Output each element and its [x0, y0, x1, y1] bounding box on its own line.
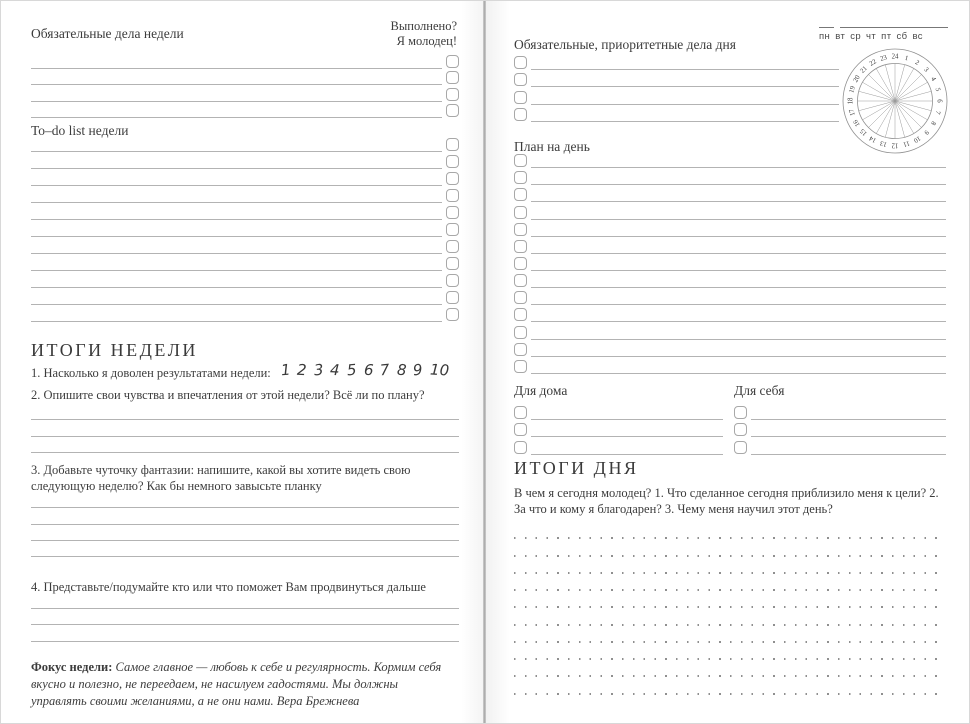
- svg-text:3: 3: [922, 66, 930, 74]
- writing-line[interactable]: [531, 339, 946, 340]
- checkbox[interactable]: [514, 326, 527, 339]
- rating-number[interactable]: 1: [279, 360, 292, 380]
- checkbox[interactable]: [514, 108, 527, 121]
- line-row: [31, 154, 459, 171]
- line-row: [31, 137, 459, 154]
- spine-shadow-left: [461, 1, 483, 723]
- checkbox[interactable]: [446, 71, 459, 84]
- writing-line[interactable]: [531, 436, 723, 437]
- weekday-label[interactable]: сб: [896, 31, 908, 42]
- svg-text:7: 7: [933, 109, 942, 115]
- svg-text:17: 17: [848, 108, 857, 117]
- line-row: [31, 543, 459, 559]
- svg-text:11: 11: [902, 139, 911, 148]
- line-row: [514, 187, 946, 204]
- svg-text:10: 10: [912, 134, 922, 144]
- checkbox[interactable]: [446, 223, 459, 236]
- writing-line[interactable]: [31, 168, 442, 169]
- writing-line[interactable]: [31, 507, 459, 508]
- svg-text:14: 14: [868, 134, 878, 144]
- checkbox[interactable]: [514, 274, 527, 287]
- writing-line[interactable]: [531, 253, 946, 254]
- writing-line[interactable]: [531, 201, 946, 202]
- svg-text:1: 1: [903, 54, 909, 63]
- writing-line[interactable]: [531, 454, 723, 455]
- writing-line[interactable]: [31, 253, 442, 254]
- rating-number[interactable]: 2: [296, 360, 308, 380]
- writing-line[interactable]: [751, 419, 946, 420]
- writing-line[interactable]: [31, 641, 459, 642]
- dotted-writing-line[interactable]: [514, 559, 946, 576]
- checkbox[interactable]: [514, 154, 527, 167]
- rating-number[interactable]: 3: [313, 360, 325, 380]
- writing-line[interactable]: [31, 84, 442, 85]
- dotted-writing-line[interactable]: [514, 593, 946, 610]
- writing-line[interactable]: [31, 419, 459, 420]
- checkbox[interactable]: [514, 223, 527, 236]
- done-question: Выполнено?: [390, 19, 457, 33]
- done-label: [391, 19, 457, 49]
- week-mandatory-title: Обязательные дела недели: [31, 26, 184, 41]
- writing-line[interactable]: [531, 219, 946, 220]
- checkbox[interactable]: [446, 138, 459, 151]
- spine-shadow-right: [486, 1, 510, 723]
- line-row: [734, 439, 946, 456]
- for-home-title: Для дома: [514, 383, 568, 398]
- checkbox[interactable]: [514, 423, 527, 436]
- dotted-writing-line[interactable]: [514, 541, 946, 558]
- week-results-heading: ИТОГИ НЕДЕЛИ: [31, 340, 198, 360]
- weekday-label[interactable]: вт: [835, 31, 846, 42]
- checkbox[interactable]: [446, 172, 459, 185]
- checkbox[interactable]: [734, 441, 747, 454]
- rating-number[interactable]: 9: [412, 360, 424, 380]
- line-row: [514, 256, 946, 273]
- week-focus: [31, 659, 455, 710]
- line-row: [31, 87, 459, 104]
- checkbox[interactable]: [514, 360, 527, 373]
- checkbox[interactable]: [514, 240, 527, 253]
- svg-text:5: 5: [933, 87, 942, 93]
- checkbox[interactable]: [514, 91, 527, 104]
- checkbox[interactable]: [446, 55, 459, 68]
- checkbox[interactable]: [514, 257, 527, 270]
- dotted-writing-line[interactable]: [514, 576, 946, 593]
- checkbox[interactable]: [514, 291, 527, 304]
- writing-line[interactable]: [531, 104, 839, 105]
- week-results-q2: 2. Опишите свои чувства и впечатления от этой недели? Всё ли по плану?: [31, 388, 425, 402]
- svg-text:6: 6: [935, 99, 943, 103]
- checkbox[interactable]: [734, 406, 747, 419]
- line-row: [514, 422, 723, 439]
- writing-line[interactable]: [31, 151, 442, 152]
- svg-text:15: 15: [859, 127, 869, 137]
- line-row: [31, 422, 459, 438]
- writing-line[interactable]: [31, 436, 459, 437]
- checkbox[interactable]: [446, 206, 459, 219]
- checkbox[interactable]: [446, 274, 459, 287]
- checkbox[interactable]: [446, 257, 459, 270]
- day-plan-rows: [514, 153, 946, 376]
- svg-text:19: 19: [848, 85, 857, 94]
- day-results-questions: В чем я сегодня молодец? 1. Что сделанное сегодня приблизило меня к цели? 2. За что и кому я благодарен? 3. Чему меня научил этот день?: [514, 486, 939, 517]
- writing-line[interactable]: [31, 524, 459, 525]
- dotted-writing-line[interactable]: [514, 679, 946, 696]
- rating-number[interactable]: 7: [379, 360, 391, 380]
- line-row: [734, 422, 946, 439]
- svg-text:2: 2: [913, 59, 921, 67]
- svg-text:18: 18: [847, 97, 855, 105]
- checkbox[interactable]: [446, 104, 459, 117]
- writing-line[interactable]: [31, 236, 442, 237]
- q3-answer-lines: [31, 494, 459, 559]
- svg-text:8: 8: [929, 119, 937, 127]
- writing-line[interactable]: [31, 304, 442, 305]
- checkbox[interactable]: [514, 56, 527, 69]
- for-home-section: [514, 383, 723, 457]
- line-row: [514, 307, 946, 324]
- dotted-writing-line[interactable]: [514, 524, 946, 541]
- week-results-q1: [31, 360, 450, 381]
- svg-text:9: 9: [922, 128, 930, 136]
- checkbox[interactable]: [446, 308, 459, 321]
- day-priority-title: Обязательные, приоритетные дела дня: [514, 37, 736, 52]
- line-row: [514, 342, 946, 359]
- for-self-title: Для себя: [734, 383, 785, 398]
- writing-line[interactable]: [31, 608, 459, 609]
- line-row: [31, 71, 459, 88]
- weekday-label[interactable]: ср: [850, 31, 862, 42]
- rating-number[interactable]: 5: [346, 360, 358, 380]
- svg-text:22: 22: [868, 58, 878, 68]
- dotted-writing-line[interactable]: [514, 628, 946, 645]
- week-focus-label: Фокус недели:: [31, 660, 116, 674]
- writing-line[interactable]: [31, 624, 459, 625]
- dotted-writing-line[interactable]: [514, 645, 946, 662]
- svg-text:13: 13: [879, 139, 888, 148]
- time-wheel-svg: [841, 47, 949, 155]
- weekday-selector: [819, 31, 945, 42]
- checkbox[interactable]: [514, 73, 527, 86]
- checkbox[interactable]: [514, 343, 527, 356]
- checkbox[interactable]: [514, 206, 527, 219]
- dotted-writing-line[interactable]: [514, 662, 946, 679]
- checkbox[interactable]: [514, 188, 527, 201]
- dotted-writing-line[interactable]: [514, 610, 946, 627]
- writing-line[interactable]: [531, 270, 946, 271]
- checkbox[interactable]: [446, 88, 459, 101]
- line-row: [31, 594, 459, 611]
- for-self-section: [734, 383, 946, 457]
- writing-line[interactable]: [751, 454, 946, 455]
- weekday-label[interactable]: пт: [881, 31, 892, 42]
- svg-text:16: 16: [852, 118, 862, 128]
- line-row: [31, 527, 459, 543]
- line-row: [514, 324, 946, 341]
- line-row: [31, 256, 459, 273]
- writing-line[interactable]: [31, 117, 442, 118]
- writing-line[interactable]: [531, 419, 723, 420]
- writing-line[interactable]: [531, 356, 946, 357]
- writing-line[interactable]: [31, 270, 442, 271]
- writing-line[interactable]: [31, 185, 442, 186]
- weekday-label[interactable]: пн: [819, 31, 831, 42]
- writing-line[interactable]: [531, 69, 839, 70]
- writing-line[interactable]: [531, 86, 839, 87]
- line-row: [31, 54, 459, 71]
- week-mandatory-rows: [31, 54, 459, 120]
- weekday-overline-rest: [840, 27, 948, 28]
- q4-answer-lines: [31, 594, 459, 644]
- line-row: [31, 205, 459, 222]
- weekday-label[interactable]: чт: [866, 31, 877, 42]
- svg-text:12: 12: [891, 141, 899, 149]
- writing-line[interactable]: [531, 321, 946, 322]
- svg-text:24: 24: [891, 53, 899, 61]
- line-row: [31, 439, 459, 455]
- line-row: [31, 494, 459, 510]
- line-row: [31, 290, 459, 307]
- svg-text:4: 4: [929, 75, 937, 83]
- line-row: [31, 171, 459, 188]
- rating-scale: [281, 361, 449, 381]
- day-results-heading: ИТОГИ ДНЯ: [514, 458, 639, 478]
- svg-text:21: 21: [859, 65, 869, 75]
- week-results-q4: 4. Представьте/подумайте кто или что поможет Вам продвинуться дальше: [31, 580, 426, 594]
- checkbox[interactable]: [446, 155, 459, 168]
- rating-number[interactable]: 8: [396, 360, 407, 380]
- day-plan-title: План на день: [514, 139, 590, 154]
- line-row: [514, 153, 946, 170]
- checkbox[interactable]: [514, 406, 527, 419]
- writing-line[interactable]: [31, 287, 442, 288]
- weekday-label[interactable]: вс: [912, 31, 923, 42]
- todo-list-title: To–do list недели: [31, 123, 129, 138]
- writing-line[interactable]: [531, 304, 946, 305]
- checkbox[interactable]: [514, 441, 527, 454]
- checkbox[interactable]: [446, 291, 459, 304]
- line-row: [734, 405, 946, 422]
- line-row: [514, 439, 723, 456]
- rating-number[interactable]: 6: [363, 360, 374, 380]
- line-row: [31, 273, 459, 290]
- weekday-overline-mon: [819, 27, 834, 28]
- writing-line[interactable]: [31, 219, 442, 220]
- checkbox[interactable]: [734, 423, 747, 436]
- line-row: [31, 104, 459, 121]
- line-row: [514, 222, 946, 239]
- line-row: [514, 273, 946, 290]
- line-row: [514, 405, 723, 422]
- writing-line[interactable]: [531, 167, 946, 168]
- line-row: [31, 406, 459, 422]
- writing-line[interactable]: [31, 202, 442, 203]
- checkbox[interactable]: [514, 171, 527, 184]
- writing-line[interactable]: [531, 236, 946, 237]
- line-row: [31, 222, 459, 239]
- svg-text:20: 20: [852, 74, 862, 84]
- week-focus-text: Самое главное — любовь к себе и регулярность. Кормим себя вкусно и полезно, не переедаем, не насилуем гадостями. Мы должны управлять своими желаниями, а не они нами. Вера Брежнева: [31, 660, 442, 708]
- line-row: [514, 204, 946, 221]
- svg-text:23: 23: [879, 54, 888, 63]
- line-row: [514, 239, 946, 256]
- writing-line[interactable]: [531, 287, 946, 288]
- line-row: [31, 239, 459, 256]
- line-row: [31, 188, 459, 205]
- checkbox[interactable]: [446, 189, 459, 202]
- spine-divider: [483, 1, 486, 723]
- writing-line[interactable]: [31, 101, 442, 102]
- checkbox[interactable]: [446, 240, 459, 253]
- checkbox[interactable]: [514, 308, 527, 321]
- for-self-rows: [734, 405, 946, 457]
- q1-text: 1. Насколько я доволен результатами недели:: [31, 366, 271, 380]
- writing-line[interactable]: [31, 321, 442, 322]
- for-home-rows: [514, 405, 723, 457]
- line-row: [514, 290, 946, 307]
- todo-list-rows: [31, 137, 459, 324]
- line-row: [31, 510, 459, 526]
- writing-line[interactable]: [31, 68, 442, 69]
- rating-number[interactable]: 10: [429, 360, 450, 380]
- line-row: [514, 359, 946, 376]
- time-wheel[interactable]: [841, 47, 949, 160]
- q2-answer-lines: [31, 406, 459, 455]
- writing-line[interactable]: [531, 373, 946, 374]
- done-exclaim: Я молодец!: [396, 34, 457, 48]
- line-row: [514, 170, 946, 187]
- writing-line[interactable]: [31, 452, 459, 453]
- writing-line[interactable]: [751, 436, 946, 437]
- rating-number[interactable]: 4: [330, 360, 341, 380]
- writing-line[interactable]: [31, 556, 459, 557]
- line-row: [31, 307, 459, 324]
- line-row: [31, 627, 459, 644]
- day-results-dotted-area: [514, 524, 946, 697]
- line-row: [31, 611, 459, 628]
- writing-line[interactable]: [531, 184, 946, 185]
- writing-line[interactable]: [31, 540, 459, 541]
- writing-line[interactable]: [531, 121, 839, 122]
- week-results-q3: 3. Добавьте чуточку фантазии: напишите, какой вы хотите видеть свою следующую неделю? Как бы немного завысьте планку: [31, 463, 411, 494]
